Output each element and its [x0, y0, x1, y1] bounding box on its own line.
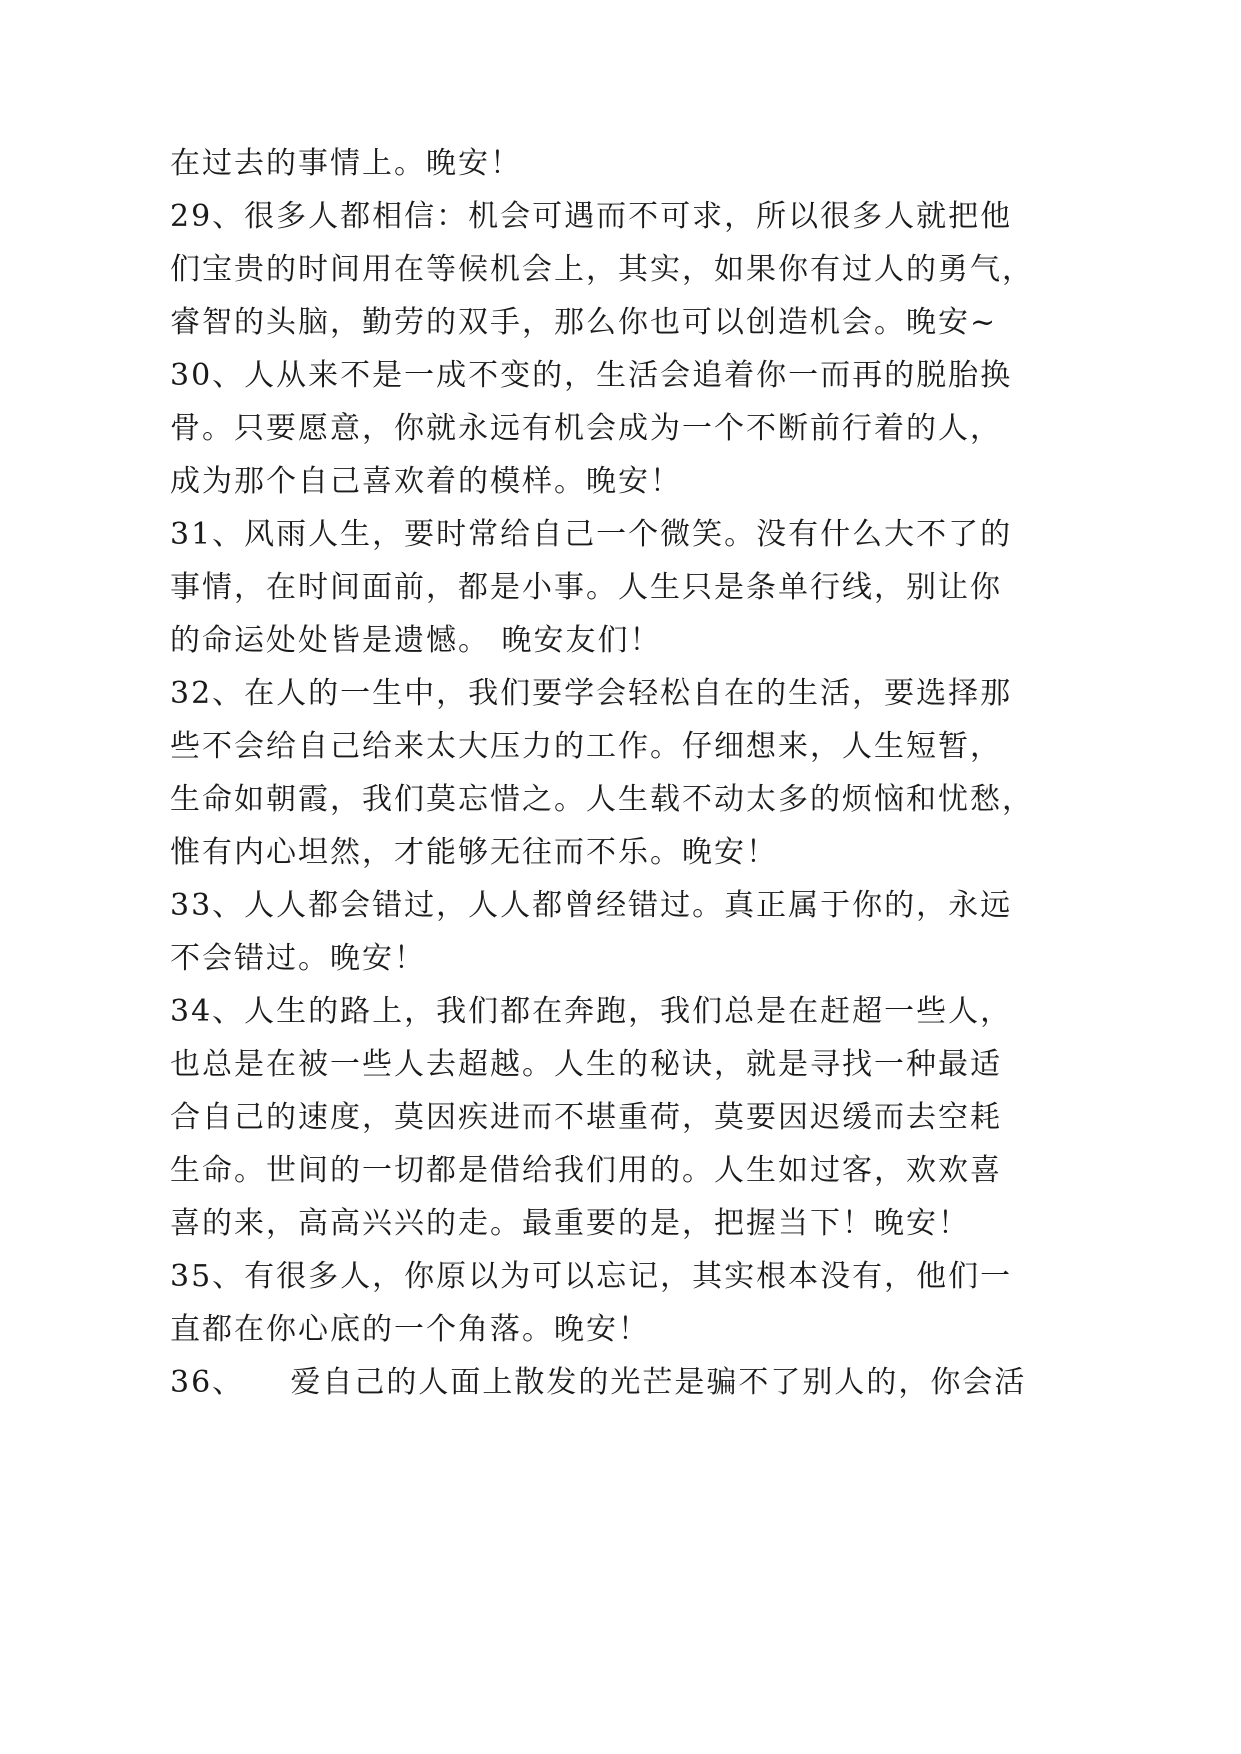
text-line: 31、风雨人生，要时常给自己一个微笑。没有什么大不了的: [170, 517, 1013, 552]
text-line: 喜的来，高高兴兴的走。最重要的是，把握当下！晚安！: [170, 1206, 970, 1241]
text-line: 合自己的速度，莫因疾进而不堪重荷，莫要因迟缓而去空耗: [170, 1100, 1002, 1135]
text-line: 睿智的头脑，勤劳的双手，那么你也可以创造机会。晚安~: [170, 305, 998, 340]
text-line: 35、有很多人，你原以为可以忘记，其实根本没有，他们一: [170, 1259, 1013, 1294]
text-line: 不会错过。晚安！: [170, 941, 426, 976]
text-line: 32、在人的一生中，我们要学会轻松自在的生活，要选择那: [170, 676, 1013, 711]
text-line: 34、人生的路上，我们都在奔跑，我们总是在赶超一些人，: [170, 994, 1013, 1029]
text-line: 直都在你心底的一个角落。晚安！: [170, 1312, 650, 1347]
text-line: 也总是在被一些人去超越。人生的秘诀，就是寻找一种最适: [170, 1047, 1002, 1082]
text-line: 30、人从来不是一成不变的，生活会追着你一而再的脱胎换: [170, 358, 1013, 393]
text-line: 29、很多人都相信：机会可遇而不可求，所以很多人就把他: [170, 199, 1013, 234]
text-line: 成为那个自己喜欢着的模样。晚安！: [170, 464, 682, 499]
text-line: 些不会给自己给来太大压力的工作。仔细想来，人生短暂，: [170, 729, 1002, 764]
text-line: 36、 爱自己的人面上散发的光芒是骗不了别人的，你会活: [170, 1365, 1027, 1400]
text-line: 们宝贵的时间用在等候机会上，其实，如果你有过人的勇气，: [170, 252, 1034, 287]
text-line: 生命。世间的一切都是借给我们用的。人生如过客，欢欢喜: [170, 1153, 1002, 1188]
text-line: 生命如朝霞，我们莫忘惜之。人生载不动太多的烦恼和忧愁，: [170, 782, 1034, 817]
text-line: 的命运处处皆是遗憾。 晚安友们！: [170, 623, 662, 658]
text-line: 惟有内心坦然，才能够无往而不乐。晚安！: [170, 835, 778, 870]
text-line: 事情，在时间面前，都是小事。人生只是条单行线，别让你: [170, 570, 1002, 605]
text-line: 骨。只要愿意，你就永远有机会成为一个不断前行着的人，: [170, 411, 1002, 446]
text-line: 在过去的事情上。晚安！: [170, 146, 522, 181]
text-line: 33、人人都会错过，人人都曾经错过。真正属于你的，永远: [170, 888, 1013, 923]
